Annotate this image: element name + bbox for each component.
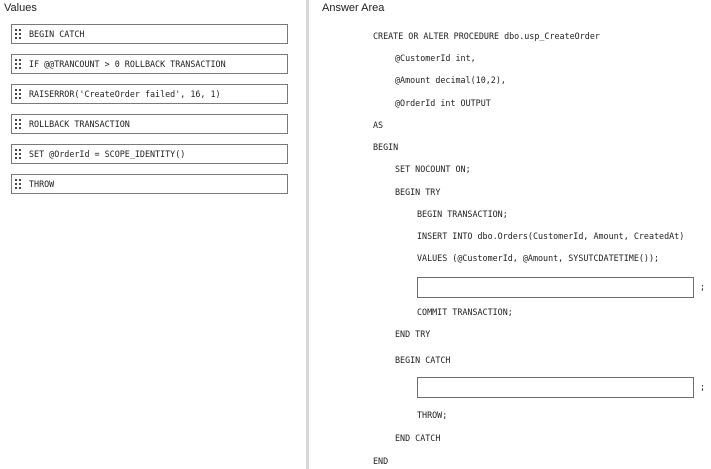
code-line: @Amount decimal(10,2), — [395, 75, 506, 85]
code-line: END TRY — [395, 329, 431, 339]
code-line: VALUES (@CustomerId, @Amount, SYSUTCDATETIME()); — [417, 253, 660, 263]
drag-handle-icon — [15, 59, 23, 69]
value-item-rollback-transaction[interactable] — [11, 114, 288, 134]
code-line: @CustomerId int, — [395, 53, 476, 63]
answer-area-title: Answer Area — [322, 2, 385, 14]
code-line: BEGIN — [373, 142, 399, 152]
value-item-label: THROW — [29, 179, 55, 189]
code-line: BEGIN TRANSACTION; — [417, 209, 508, 219]
value-item-label: RAISERROR('CreateOrder failed', 16, 1) — [29, 89, 221, 99]
value-item-raiserror[interactable] — [11, 84, 288, 104]
drag-handle-icon — [15, 119, 23, 129]
drag-handle-icon — [15, 89, 23, 99]
code-line: END CATCH — [395, 433, 441, 443]
value-item-throw[interactable] — [11, 174, 288, 194]
values-title: Values — [4, 2, 37, 14]
value-item-label: IF @@TRANCOUNT > 0 ROLLBACK TRANSACTION — [29, 59, 226, 69]
panel-divider — [306, 0, 309, 469]
statement-terminator: ; — [700, 282, 706, 292]
value-item-if-trancount[interactable] — [11, 54, 288, 74]
code-line: THROW; — [417, 410, 448, 420]
value-item-label: SET @OrderId = SCOPE_IDENTITY() — [29, 149, 186, 159]
drop-target-2[interactable] — [417, 377, 694, 398]
value-item-label: BEGIN CATCH — [29, 29, 85, 39]
code-line: CREATE OR ALTER PROCEDURE dbo.usp_CreateOrder — [373, 31, 600, 41]
code-line: @OrderId int OUTPUT — [395, 98, 491, 108]
code-line: BEGIN TRY — [395, 187, 441, 197]
code-line: AS — [373, 120, 384, 130]
code-line: INSERT INTO dbo.Orders(CustomerId, Amount, CreatedAt) — [417, 231, 685, 241]
code-line: SET NOCOUNT ON; — [395, 164, 471, 174]
drag-handle-icon — [15, 179, 23, 189]
code-line: BEGIN CATCH — [395, 355, 451, 365]
value-item-set-orderid[interactable] — [11, 144, 288, 164]
code-line: COMMIT TRANSACTION; — [417, 307, 513, 317]
value-item-begin-catch[interactable] — [11, 24, 288, 44]
drag-handle-icon — [15, 29, 23, 39]
code-line: END — [373, 456, 389, 466]
drop-target-1[interactable] — [417, 277, 694, 298]
value-item-label: ROLLBACK TRANSACTION — [29, 119, 130, 129]
drag-handle-icon — [15, 149, 23, 159]
statement-terminator: ; — [700, 382, 706, 392]
